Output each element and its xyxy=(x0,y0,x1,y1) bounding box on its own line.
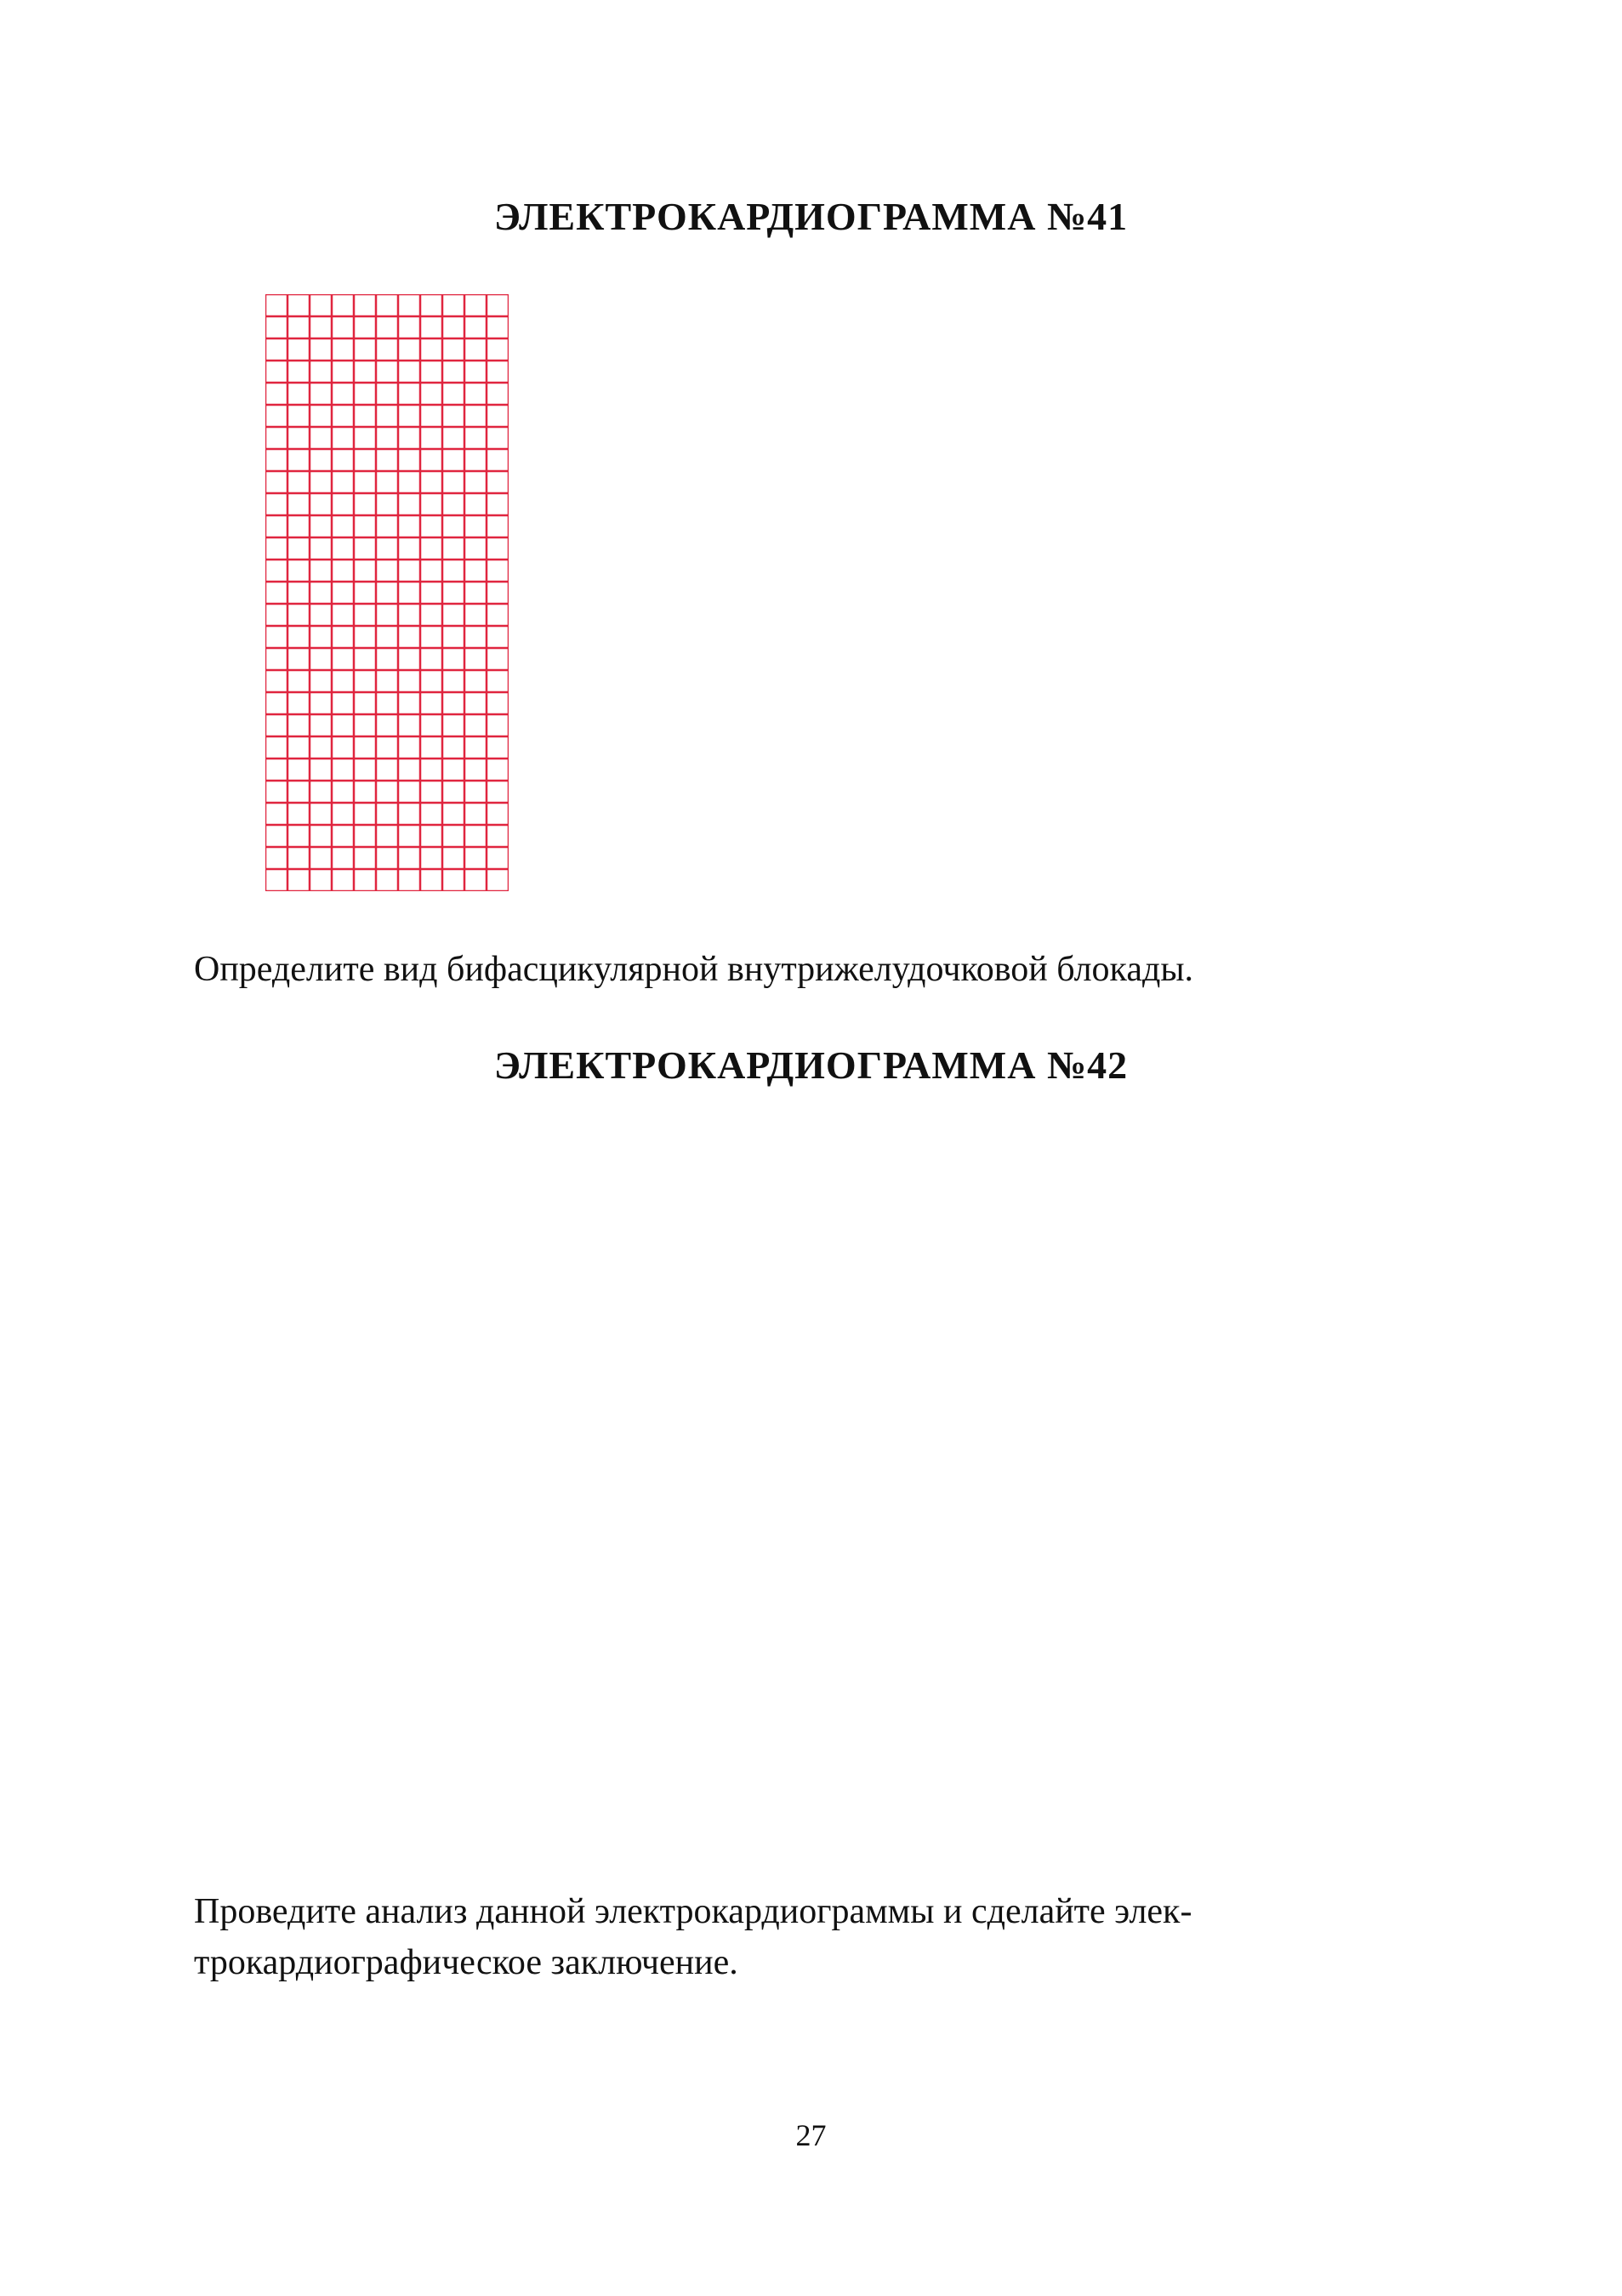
ecg41-panel-limb-leads xyxy=(265,294,509,891)
ecg42-question-line-2: трокардиографическое заключение. xyxy=(194,1943,738,1982)
ecg42-question-line-1: Проведите анализ данной электрокардиограммы и сделайте элек- xyxy=(194,1892,1192,1931)
ecg42-question xyxy=(194,1886,1429,1988)
ecg42-panel-limb-leads xyxy=(310,1139,802,1830)
ecg41-question: Определите вид бифасцикулярной внутрижелудочковой блокады. xyxy=(194,950,1194,989)
page-number: 27 xyxy=(795,2118,827,2152)
ecg41-panel-v4-v6 xyxy=(1108,294,1352,891)
ecg42-title: ЭЛЕКТРОКАРДИОГРАММА №42 xyxy=(493,1043,1129,1087)
ecg41-title: ЭЛЕКТРОКАРДИОГРАММА №41 xyxy=(493,195,1129,238)
ecg41-panel-augmented-leads xyxy=(563,294,776,891)
ecg42-panel-chest-leads xyxy=(829,1139,1306,1830)
ecg41-panel-v1-v3 xyxy=(827,294,1044,891)
